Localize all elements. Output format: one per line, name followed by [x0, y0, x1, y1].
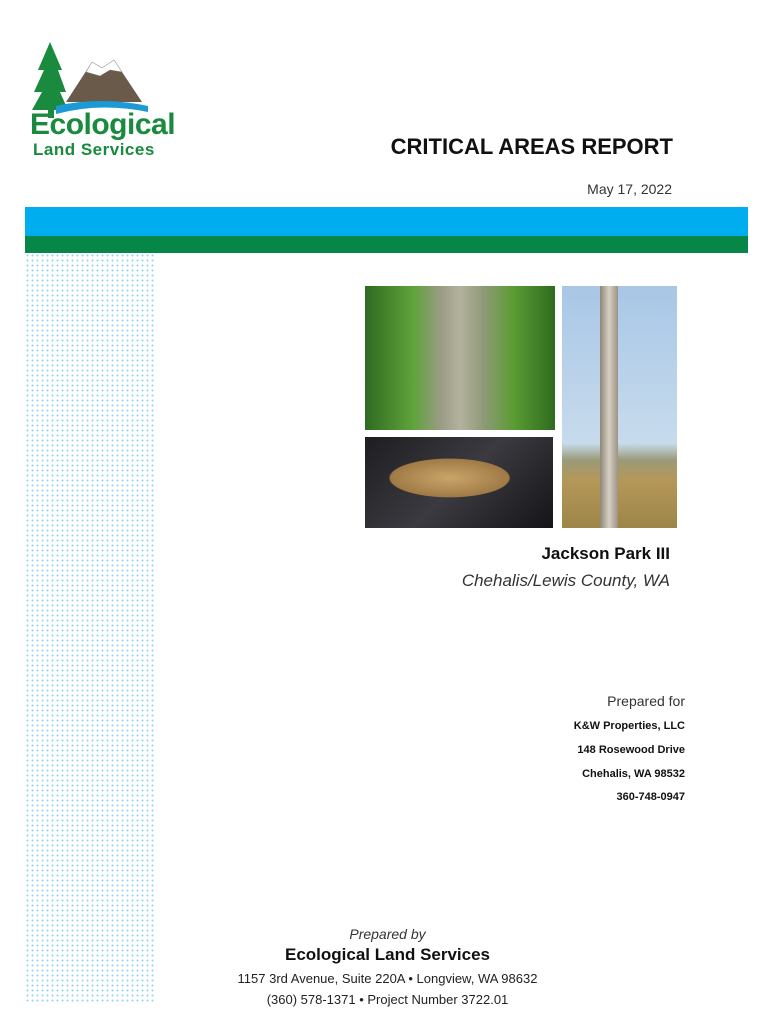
report-title: CRITICAL AREAS REPORT — [390, 134, 673, 159]
project-name: Jackson Park III — [541, 544, 670, 563]
dotted-pattern-column — [25, 253, 155, 1003]
logo-text-land-services: Land Services — [33, 140, 155, 159]
tree-trunk — [600, 286, 618, 528]
report-date: May 17, 2022 — [587, 181, 672, 197]
prepared-for-label: Prepared for — [607, 693, 685, 709]
preparer-address: 1157 3rd Avenue, Suite 220A • Longview, WA 98632 — [237, 971, 538, 986]
logo-text-ecological: Ecological — [30, 108, 176, 141]
client-street: 148 Rosewood Drive — [577, 744, 685, 756]
client-phone: 360-748-0947 — [616, 791, 685, 803]
project-location: Chehalis/Lewis County, WA — [461, 571, 670, 590]
preparer-contact: (360) 578-1371 • Project Number 3722.01 — [266, 992, 509, 1007]
client-city: Chehalis, WA 98532 — [582, 768, 685, 780]
client-name: K&W Properties, LLC — [573, 720, 685, 732]
blue-banner — [25, 207, 748, 236]
photo-leaf — [365, 437, 553, 528]
photo-dead-tree — [562, 286, 677, 528]
green-banner — [25, 236, 748, 253]
prepared-by-label: Prepared by — [349, 926, 426, 942]
photo-trail-boardwalk — [365, 286, 555, 430]
preparer-company: Ecological Land Services — [284, 945, 491, 964]
